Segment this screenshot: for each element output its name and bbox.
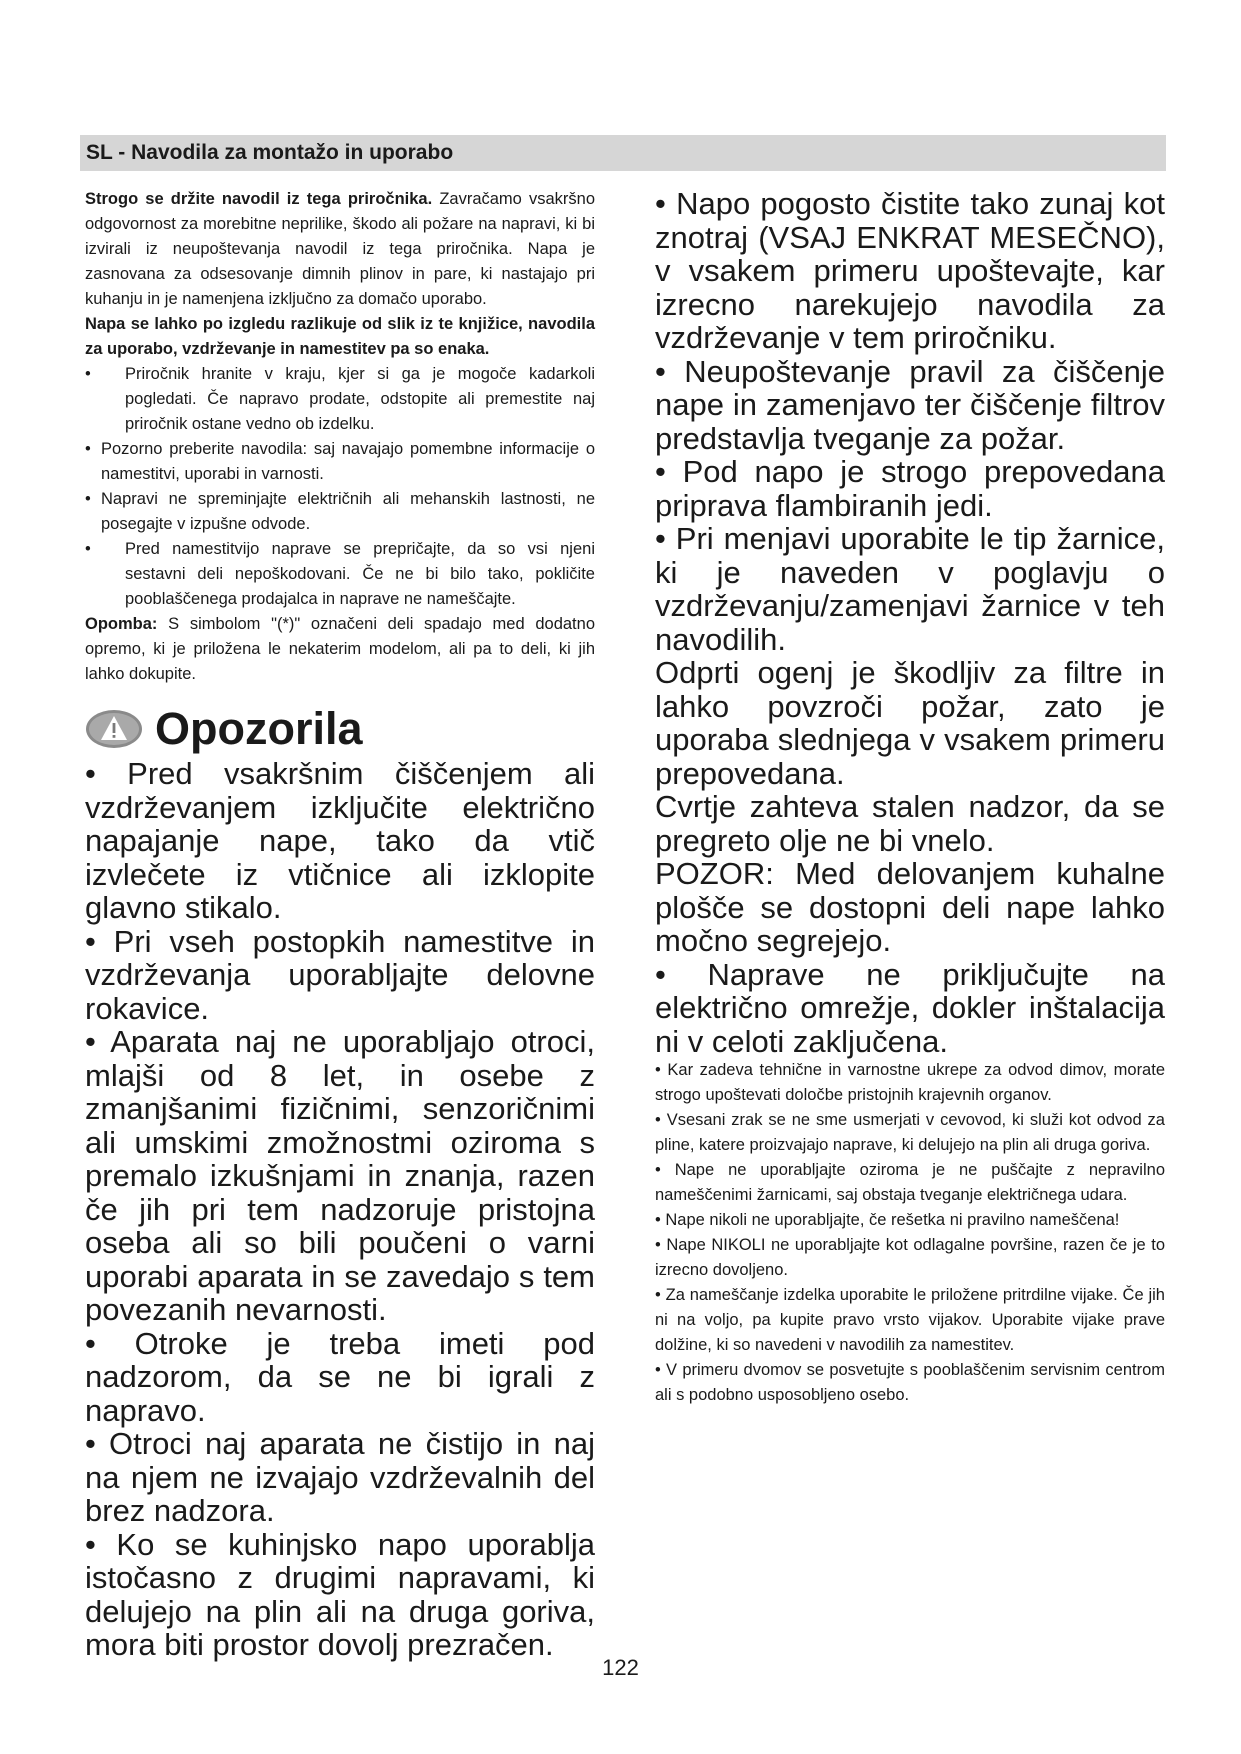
warning-item: • Aparata naj ne uporabljajo otroci, mlajši od 8 let, in osebe z zmanjšanimi fizičnimi, senzoričnimi ali umskimi zmožnostmi oziroma s premalo izkušnjami in znanja, razen če jih pri tem nadzoruje pristojna oseba ali so bili poučeni o varni uporabi aparata in se zavedajo s tem povezanih nevarnosti.	[85, 1024, 595, 1327]
list-item: • Pred namestitvijo naprave se prepričajte, da so vsi njeni sestavni deli nepoškodovani. Če ne bi bilo tako, pokličite pooblaščenega prodajalca in naprave ne nameščajte.	[85, 540, 595, 608]
warning-item: • Neupoštevanje pravil za čiščenje nape in zamenjavo ter čiščenje filtrov predstavlja tveganje za požar.	[655, 353, 1165, 456]
warning-item: • Nape nikoli ne uporabljajte, če rešetka ni pravilno nameščena!	[655, 1211, 1120, 1229]
section-header: SL - Navodila za montažo in uporabo	[80, 135, 1166, 171]
warning-item: • Pri vseh postopkih namestitve in vzdrževanja uporabljajte delovne rokavice.	[85, 923, 595, 1026]
warning-item: POZOR: Med delovanjem kuhalne plošče se dostopni deli nape lahko močno segrejejo.	[655, 856, 1165, 958]
warnings-title: Opozorila	[155, 703, 363, 754]
list-item: • Napravi ne spreminjajte električnih ali mehanskih lastnosti, ne posegajte v izpušne odvode.	[85, 490, 595, 533]
warning-item: • Ko se kuhinjsko napo uporablja istočasno z drugimi napravami, ki delujejo na plin ali na druga goriva, mora biti prostor dovolj prezračen.	[85, 1526, 595, 1662]
warning-item: • Pod napo je strogo prepovedana priprava flambiranih jedi.	[655, 454, 1165, 523]
warning-item: • Za nameščanje izdelka uporabite le priložene pritrdilne vijake. Če jih ni na voljo, pa kupite pravo vrsto vijakov. Uporabite vijake prave dolžine, ki so navedeni v navodilih za namestitev.	[655, 1286, 1165, 1354]
warning-item: • Kar zadeva tehnične in varnostne ukrepe za odvod dimov, morate strogo upoštevati določbe pristojnih krajevnih organov.	[655, 1061, 1165, 1104]
warning-item: • Napo pogosto čistite tako zunaj kot znotraj (VSAJ ENKRAT MESEČNO), v vsakem primeru upoštevajte, kar izrecno narekujejo navodila za vzdrževanje v tem priročniku.	[655, 186, 1165, 355]
warning-item: • Otroke je treba imeti pod nadzorom, da se ne bi igrali z napravo.	[85, 1325, 595, 1428]
warning-item: • Vsesani zrak se ne sme usmerjati v cevovod, ki služi kot odvod za pline, katere proizvajajo naprave, ki delujejo na plin ali druga goriva.	[655, 1111, 1165, 1154]
intro-paragraph: Strogo se držite navodil iz tega priročnika. Zavračamo vsakršno odgovornost za morebitne neprilike, škodo ali požare na napravi, ki bi izvirali iz neupoštevanja navodil iz tega priročnika. Napa je zasnovana za odsesovanje dimnih plinov in pare, ki nastajajo pri kuhanju in je namenjena izključno za domačo uporabo.	[85, 190, 595, 308]
page-number: 122	[602, 1655, 639, 1680]
list-item: • Pozorno preberite navodila: saj navajajo pomembne informacije o namestitvi, uporabi in varnosti.	[85, 440, 595, 483]
warning-item: • Pri menjavi uporabite le tip žarnice, ki je naveden v poglavju o vzdrževanju/zamenjavi žarnice v teh navodilih.	[655, 521, 1165, 657]
warning-item: Cvrtje zahteva stalen nadzor, da se pregreto olje ne bi vnelo.	[655, 789, 1165, 858]
right-column	[655, 187, 1165, 1408]
note-paragraph: Opomba: S simbolom "(*)" označeni deli spadajo med dodatno opremo, ki je priložena le nekaterim modelom, ali pa to deli, ki jih lahko dokupite.	[85, 615, 595, 683]
warning-icon	[85, 709, 143, 749]
warning-item: • Pred vsakršnim čiščenjem ali vzdrževanjem izključite električno napajanje nape, tako da vtič izvlečete iz vtičnice ali izklopite glavno stikalo.	[85, 756, 595, 925]
left-column	[85, 187, 595, 1662]
warning-item: • V primeru dvomov se posvetujte s pooblaščenim servisnim centrom ali s podobno usposobljeno osebo.	[655, 1361, 1165, 1404]
list-item: • Priročnik hranite v kraju, kjer si ga je mogoče kadarkoli pogledati. Če napravo prodate, odstopite ali premestite naj priročnik ostane vedno ob izdelku.	[85, 365, 595, 433]
warning-item: • Nape ne uporabljajte oziroma je ne puščajte z nepravilno nameščenimi žarnicami, saj obstaja tveganje električnega udara.	[655, 1161, 1165, 1204]
warning-item: • Otroci naj aparata ne čistijo in naj na njem ne izvajajo vzdrževalnih del brez nadzora.	[85, 1426, 595, 1528]
warnings-heading	[85, 701, 595, 757]
warning-item: Odprti ogenj je škodljiv za filtre in lahko povzroči požar, zato je uporaba slednjega v vsakem primeru prepovedana.	[655, 655, 1165, 791]
warning-item: • Naprave ne priključujte na električno omrežje, dokler inštalacija ni v celoti zaključena.	[655, 956, 1165, 1059]
warning-item: • Nape NIKOLI ne uporabljajte kot odlagalne površine, razen če je to izrecno dovoljeno.	[655, 1236, 1165, 1279]
intro-bold-note: Napa se lahko po izgledu razlikuje od slik iz te knjižice, navodila za uporabo, vzdrževanje in namestitev pa so enaka.	[85, 315, 595, 358]
